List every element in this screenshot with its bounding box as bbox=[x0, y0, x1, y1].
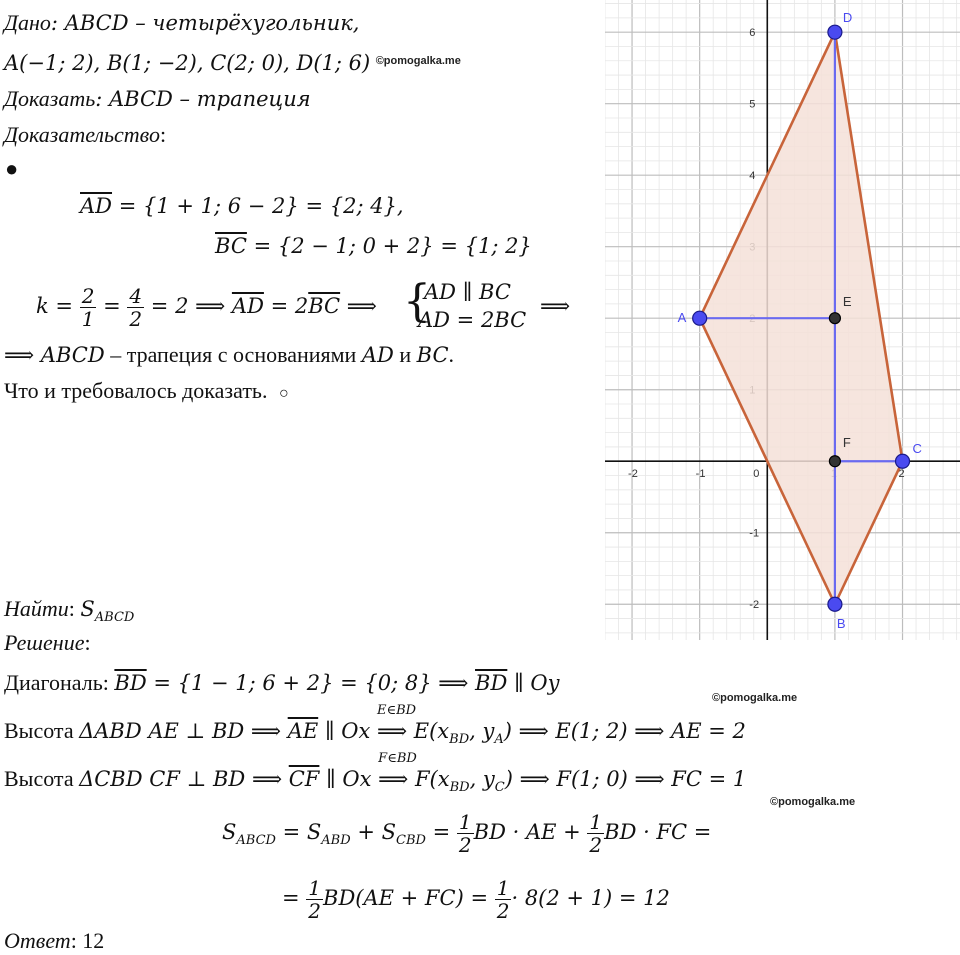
solution-label: Решение bbox=[4, 630, 85, 655]
height-abd-line bbox=[4, 703, 746, 753]
area1-t2: BD · FC = bbox=[604, 820, 712, 844]
vec-bd: $\overline{BD}$ bbox=[114, 671, 147, 695]
frac-den: 2 bbox=[308, 899, 322, 923]
x-tick-label: -1 bbox=[695, 468, 706, 481]
find-sub: ABCD bbox=[94, 610, 135, 625]
point-b bbox=[828, 597, 842, 611]
eq-bc-rest: = {2 − 1; 0 + 2} = {1; 2} bbox=[246, 234, 532, 258]
solution-heading bbox=[4, 630, 91, 656]
frac-num: 1 bbox=[589, 810, 603, 834]
k-mid: = 2 ⟹ bbox=[150, 294, 226, 318]
watermark-2: ©pomogalka.me bbox=[712, 692, 798, 704]
y-tick-label: -2 bbox=[749, 599, 760, 612]
frac-num: 1 bbox=[458, 810, 472, 834]
height2-m1: ΔCBD CF ⊥ BD ⟹ bbox=[79, 767, 289, 791]
height2-m4: , y bbox=[469, 767, 495, 791]
height1-m5: ) ⟹ E(1; 2) ⟹ AE = 2 bbox=[503, 719, 746, 743]
y-tick-label: -1 bbox=[749, 527, 760, 540]
frac-num: 2 bbox=[81, 284, 95, 308]
frac-den: 2 bbox=[458, 833, 472, 857]
implies-e-on-bd bbox=[376, 703, 417, 744]
fraction-half-3 bbox=[306, 877, 323, 922]
qed-line bbox=[4, 378, 289, 407]
vec-bc: $\overline{BC}$ bbox=[215, 234, 247, 258]
arrow: ⟹ bbox=[376, 719, 408, 743]
area1-eq: = S bbox=[275, 820, 322, 844]
point-label-c: C bbox=[912, 441, 922, 457]
frac-num: 1 bbox=[308, 876, 322, 900]
area2-t1: BD(AE + FC) = bbox=[323, 886, 489, 910]
over-text: F∈BD bbox=[378, 751, 417, 766]
point-e bbox=[829, 313, 840, 324]
k-arrow: ⟹ bbox=[340, 294, 377, 318]
given-line-2 bbox=[4, 48, 461, 76]
conclusion-abcd: ABCD bbox=[40, 343, 105, 367]
solution-colon: : bbox=[84, 630, 91, 655]
area2-t2: · 8(2 + 1) = 12 bbox=[511, 886, 670, 910]
height1-m1: ΔABD AE ⊥ BD ⟹ bbox=[79, 719, 288, 743]
system-line-2: AD = 2BC bbox=[418, 308, 527, 332]
height2-m3: F(x bbox=[408, 767, 450, 791]
prove-label: Доказать bbox=[4, 86, 96, 111]
height1-m3: E(x bbox=[407, 719, 450, 743]
frac-den: 2 bbox=[589, 833, 603, 857]
answer-text: : 12 bbox=[70, 928, 105, 953]
vec-cf: $\overline{CF}$ bbox=[288, 767, 320, 791]
k-prefix: k = bbox=[36, 294, 73, 318]
height1-label: Высота bbox=[4, 718, 80, 743]
frac-num: 4 bbox=[129, 284, 143, 308]
diagonal-line bbox=[4, 670, 559, 696]
watermark-3: ©pomogalka.me bbox=[770, 796, 856, 808]
point-label-f: F bbox=[842, 435, 851, 451]
fraction-4-2 bbox=[127, 285, 144, 330]
watermark-1: ©pomogalka.me bbox=[375, 55, 461, 67]
fraction-2-1 bbox=[80, 285, 97, 330]
find-line bbox=[4, 596, 134, 631]
y-tick-label: 6 bbox=[749, 27, 756, 40]
diagonal-label: Диагональ: bbox=[4, 670, 115, 695]
system-arrow: ⟹ bbox=[540, 294, 571, 318]
point-label-b: B bbox=[836, 616, 846, 632]
point-label-a: A bbox=[677, 310, 687, 326]
vec-bc-2: $\overline{BC}$ bbox=[308, 294, 341, 318]
find-s: S bbox=[80, 597, 95, 621]
area1-plus: + S bbox=[350, 820, 397, 844]
y-tick-label: 4 bbox=[749, 170, 756, 183]
conclusion-bc: BC bbox=[416, 343, 449, 367]
conclusion-and: и bbox=[393, 342, 417, 367]
height2-sub1: BD bbox=[449, 780, 470, 795]
proof-heading bbox=[4, 122, 166, 148]
x-tick-label: 2 bbox=[898, 468, 905, 481]
given-line-1 bbox=[4, 10, 359, 36]
conclusion bbox=[4, 342, 454, 368]
vec-ad-2: $\overline{AD}$ bbox=[231, 294, 264, 318]
eq-bc bbox=[215, 234, 532, 258]
point-f bbox=[829, 456, 840, 467]
height1-sub2: A bbox=[494, 732, 504, 747]
arrow: ⟹ bbox=[378, 767, 409, 791]
area-line-2 bbox=[282, 872, 670, 924]
height2-sub2: C bbox=[494, 780, 505, 795]
prove-text: : ABCD – трапеция bbox=[95, 87, 311, 111]
fraction-half-2 bbox=[587, 811, 604, 856]
find-label: Найти bbox=[4, 596, 69, 621]
conclusion-dot: . bbox=[448, 342, 455, 367]
height-cbd-line bbox=[4, 751, 747, 801]
diagonal-rest2: ∥ Oy bbox=[507, 671, 560, 695]
conclusion-text: – трапеция с основаниями bbox=[104, 342, 362, 367]
height1-m2: ∥ Ox bbox=[318, 719, 377, 743]
height1-m4: , y bbox=[469, 719, 495, 743]
height1-sub1: BD bbox=[449, 732, 470, 747]
coordinate-graph bbox=[605, 0, 960, 640]
y-tick-label: 5 bbox=[749, 98, 756, 111]
point-c bbox=[896, 454, 910, 468]
frac-den: 1 bbox=[81, 307, 95, 331]
conclusion-arrow: ⟹ bbox=[4, 343, 41, 367]
find-colon: : bbox=[68, 596, 81, 621]
bullet: ● bbox=[5, 156, 19, 181]
x-tick-label: 0 bbox=[753, 468, 760, 481]
given-points: A(−1; 2), B(1; −2), C(2; 0), D(1; 6) bbox=[4, 51, 371, 75]
system-brace: { bbox=[403, 276, 431, 327]
implies-f-on-bd bbox=[378, 751, 417, 792]
qed-text: Что и требовалось доказать. bbox=[4, 378, 268, 403]
proof-label: Доказательство bbox=[4, 122, 160, 147]
x-tick-label: -2 bbox=[628, 468, 638, 481]
answer-line bbox=[4, 928, 104, 954]
height2-label: Высота bbox=[4, 766, 80, 791]
over-text: E∈BD bbox=[376, 703, 417, 718]
eq-ad bbox=[80, 194, 404, 218]
area2-eq: = bbox=[282, 886, 300, 910]
proof-colon: : bbox=[159, 122, 167, 147]
area1-s1: S bbox=[222, 820, 237, 844]
vec-ae: $\overline{AE}$ bbox=[287, 719, 319, 743]
frac-den: 2 bbox=[129, 307, 143, 331]
area1-s2sub: ABD bbox=[321, 833, 351, 848]
area-line-1 bbox=[222, 806, 711, 867]
point-label-d: D bbox=[842, 10, 853, 26]
area1-s3sub: CBD bbox=[396, 833, 426, 848]
prove-line bbox=[4, 86, 311, 112]
k-ratio: k = $\frac{2}{1}$ = $\frac{4}{2}$ = 2 ⟹ $\overline{AD} = 2\overline{BC}$ ⟹ bbox=[36, 284, 377, 331]
vec-bd-2: $\overline{BD}$ bbox=[475, 671, 508, 695]
qed-mark: ○ bbox=[278, 385, 289, 402]
frac-num: 1 bbox=[496, 876, 510, 900]
vec-ad: $\overline{AD}$ bbox=[80, 194, 113, 218]
height2-m5: ) ⟹ F(1; 0) ⟹ FC = 1 bbox=[504, 767, 747, 791]
frac-den: 2 bbox=[496, 899, 510, 923]
point-a bbox=[693, 311, 707, 325]
answer-label: Ответ bbox=[4, 928, 71, 953]
k-eq2: = 2 bbox=[263, 294, 309, 318]
height2-m2: ∥ Ox bbox=[319, 767, 379, 791]
given-label: Дано bbox=[4, 10, 51, 35]
fraction-half-4 bbox=[495, 877, 512, 922]
point-label-e: E bbox=[842, 294, 852, 310]
point-d bbox=[828, 25, 842, 39]
system-line-1: AD ∥ BC bbox=[424, 280, 511, 304]
area1-t1: BD · AE + bbox=[473, 820, 581, 844]
conclusion-ad: AD bbox=[361, 343, 394, 367]
area1-eq2: = bbox=[425, 820, 451, 844]
area1-s1sub: ABCD bbox=[236, 833, 276, 848]
diagonal-rest: = {1 − 1; 6 + 2} = {0; 8} ⟹ bbox=[146, 671, 476, 695]
given-text: : ABCD – четырёхугольник, bbox=[50, 11, 360, 35]
fraction-half-1 bbox=[457, 811, 474, 856]
eq-ad-rest: = {1 + 1; 6 − 2} = {2; 4}, bbox=[112, 194, 404, 218]
